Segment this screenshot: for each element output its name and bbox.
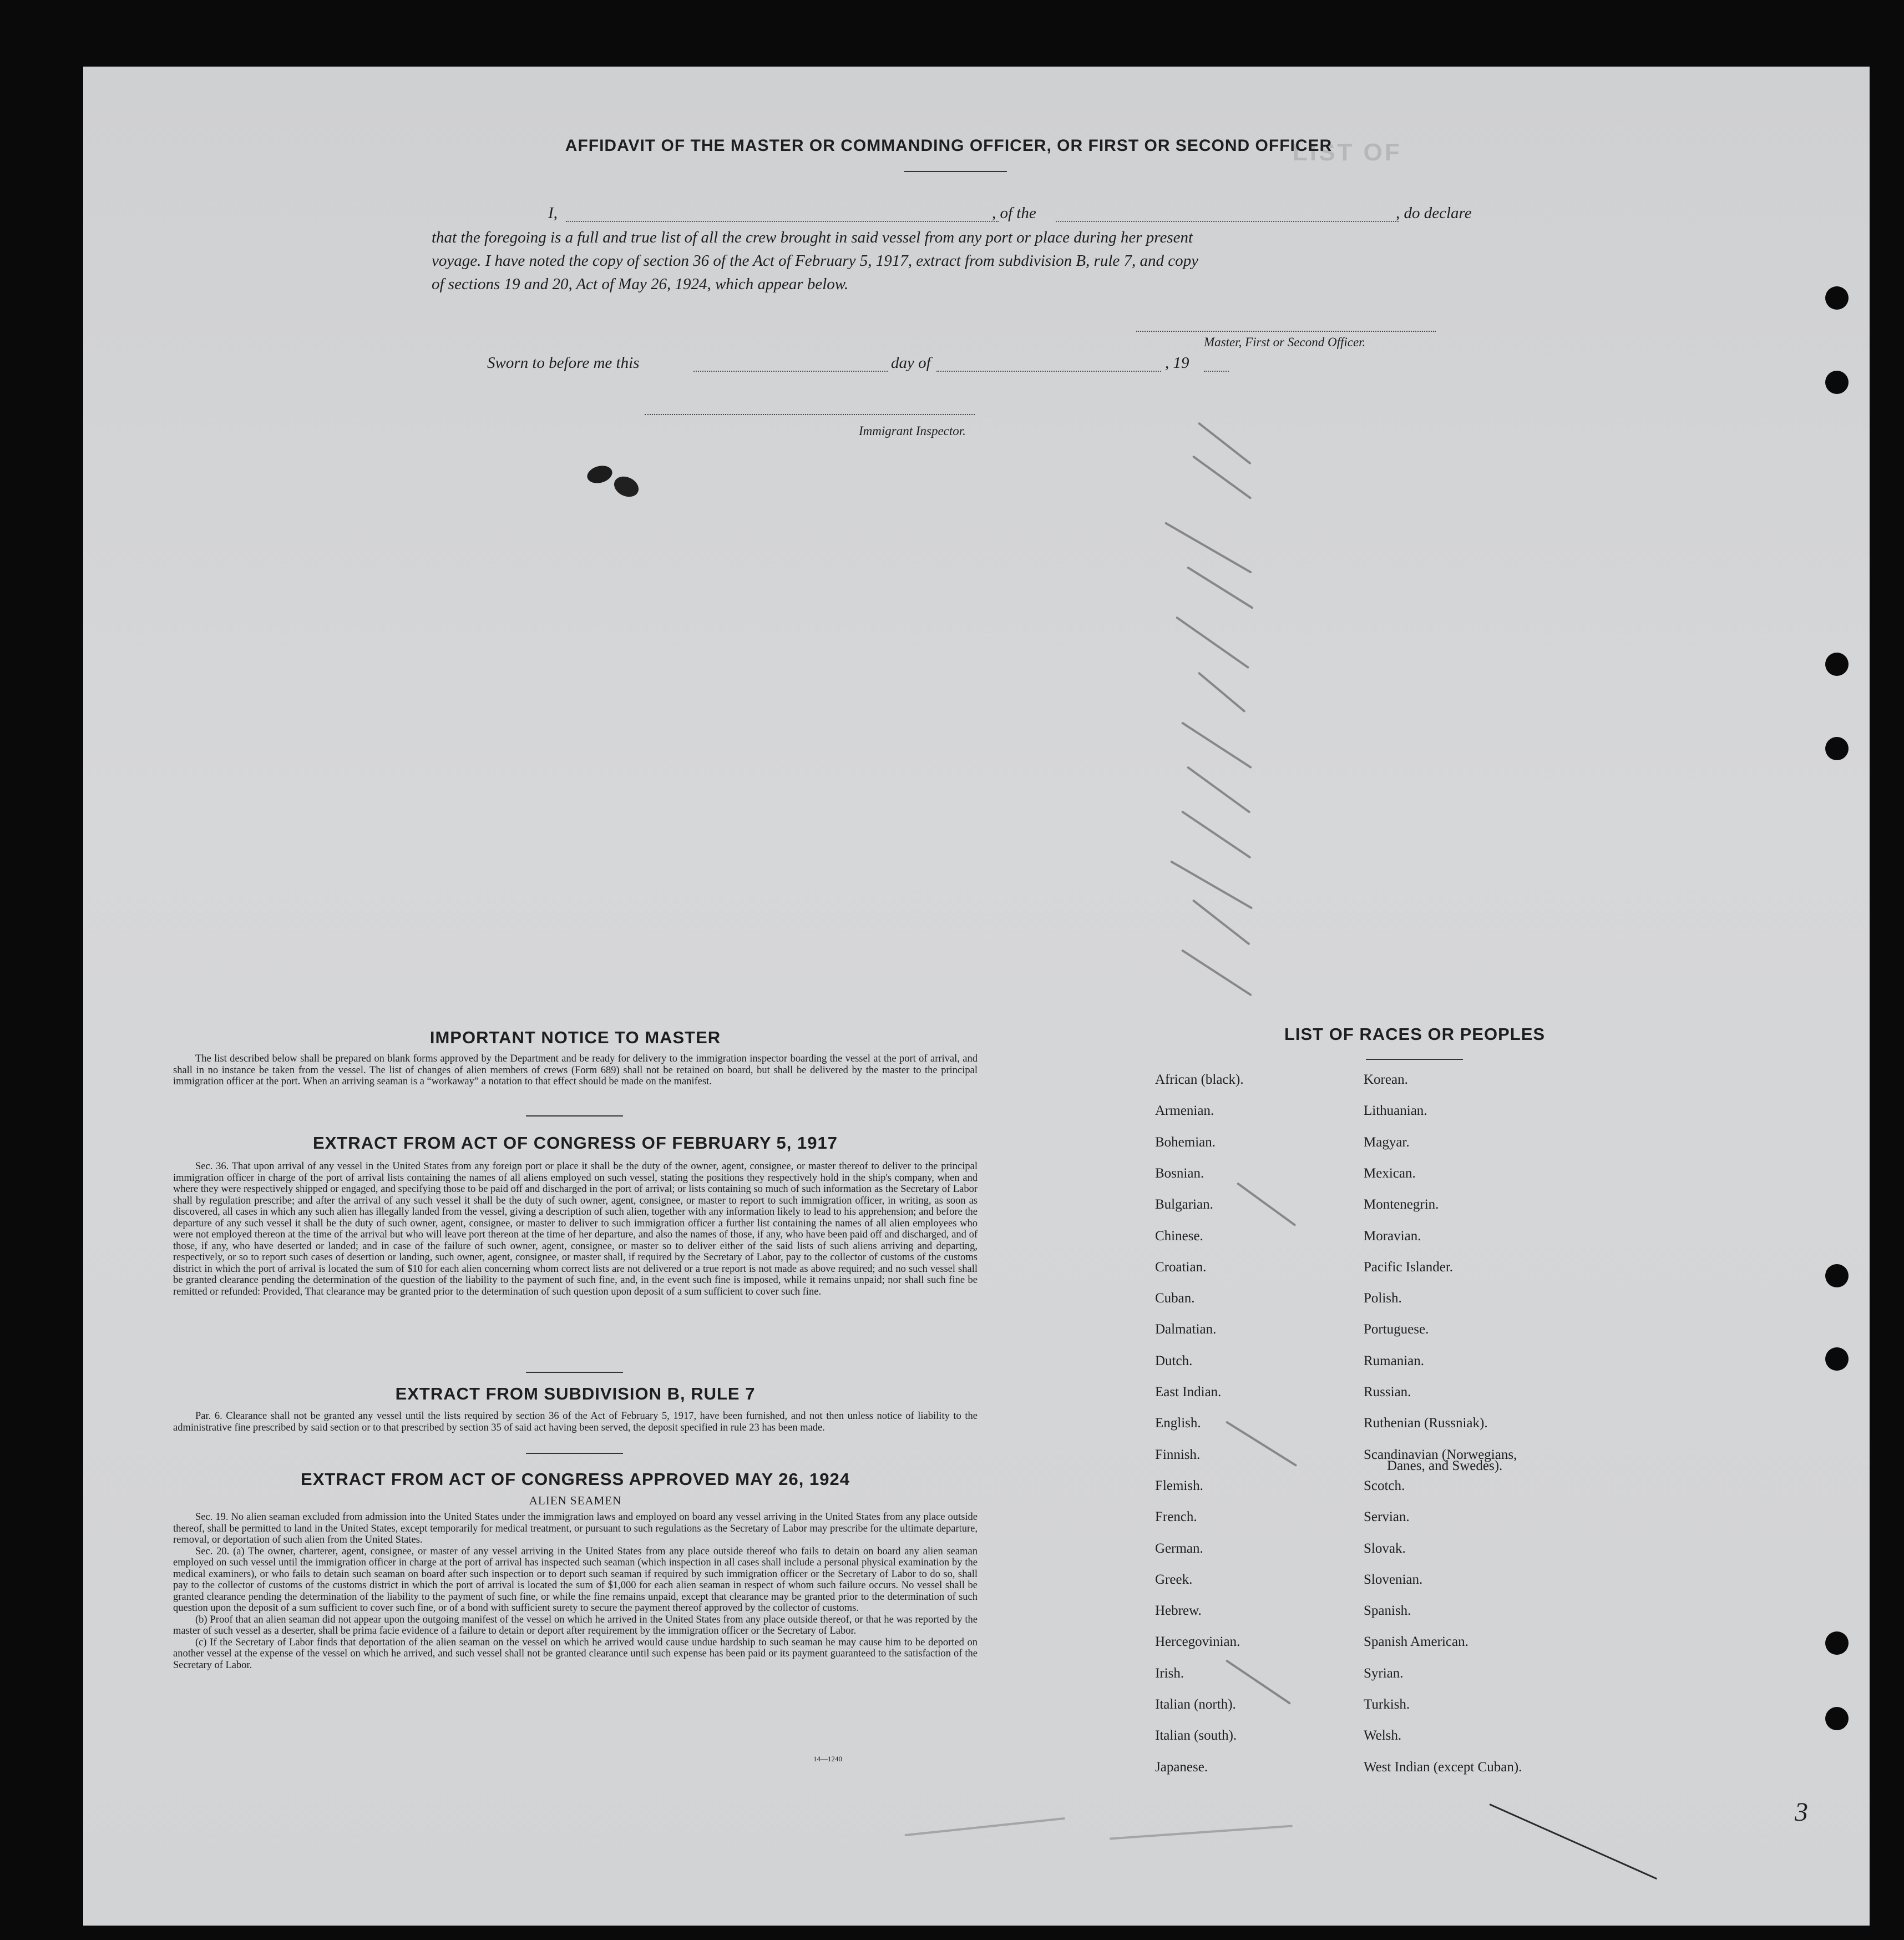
races-title-rule [1366,1059,1463,1060]
sec20a-paragraph: Sec. 20. (a) The owner, charterer, agent, consignee, or master of any vessel arriving in the United States from any place outside thereof who fails to detain on board any alien seaman employed on such vessel until the immigration officer in charge at the port of arrival has inspected such seaman (which inspection in all cases shall include a personal physical examination by the medical examiners), or who fails to detain such seaman on board after such inspection or to deport such seaman if required by such immigration officer or the Secretary of Labor to do so, shall pay to the collector of customs of the customs district in which the port of arrival is located the sum of $1,000 for each alien seaman in respect of whom such failure occurs. No vessel shall be granted clearance pending the determination of the liability to the payment of such fine, or while the fine remains unpaid, except that clearance may be granted prior to the determination of such question upon the deposit of a sum sufficient to cover such fine, or of a bond with sufficient surety to secure the payment thereof approved by the collector of customs. [173,1545,978,1614]
race-item: Croatian. [1155,1259,1207,1275]
race-item: Armenian. [1155,1103,1214,1119]
sworn-day-of: day of [891,354,931,372]
race-item: Slovenian. [1364,1572,1423,1587]
sworn-day-field[interactable] [693,371,888,372]
race-item: Russian. [1364,1385,1411,1400]
master-signature-label: Master, First or Second Officer. [1204,335,1366,349]
race-item: Dalmatian. [1155,1322,1217,1337]
race-item: Magyar. [1364,1134,1410,1150]
declarant-name-field[interactable] [566,221,999,222]
extract-rule7-title: EXTRACT FROM SUBDIVISION B, RULE 7 [395,1384,756,1403]
race-item: Cuban. [1155,1291,1195,1306]
pencil-mark [1164,522,1252,573]
race-item: German. [1155,1540,1203,1556]
form-number: 14—1240 [813,1755,842,1763]
notice-title: IMPORTANT NOTICE TO MASTER [429,1028,721,1047]
race-item: Italian (south). [1155,1728,1237,1744]
race-item: Hercegovinian. [1155,1634,1240,1650]
inspector-signature-line[interactable] [645,414,975,415]
notice-rule [526,1115,623,1116]
race-item: Pacific Islander. [1364,1259,1454,1275]
pencil-mark [1176,616,1249,669]
extract-1917-rule [526,1372,623,1373]
race-item: Scandinavian (Norwegians, [1364,1447,1517,1462]
race-item: Mexican. [1364,1165,1416,1181]
race-item: Slovak. [1364,1540,1406,1556]
pencil-mark [1170,860,1253,909]
race-item: Korean. [1364,1072,1408,1087]
sworn-year-label: , 19 [1165,354,1189,372]
sworn-text: Sworn to before me this [487,354,640,372]
affidavit-line4: of sections 19 and 20, Act of May 26, 1924, which appear below. [432,275,849,293]
races-title: LIST OF RACES OR PEOPLES [1284,1024,1546,1044]
race-item: Bosnian. [1155,1165,1204,1181]
race-item: Greek. [1155,1572,1193,1587]
race-item: Bohemian. [1155,1134,1216,1150]
punch-hole [1825,1707,1849,1730]
extract-1924-text [173,1512,978,1671]
race-item: Montenegrin. [1364,1197,1439,1212]
handwritten-scribble [1110,1825,1292,1840]
ink-blot [585,463,614,486]
race-item: Lithuanian. [1364,1103,1427,1119]
pencil-mark [1181,721,1252,769]
race-item: Italian (north). [1155,1697,1236,1712]
affidavit-line1 [432,204,1475,224]
race-item: African (black). [1155,1072,1244,1087]
pencil-mark [1198,422,1252,464]
affidavit-title: AFFIDAVIT OF THE MASTER OR COMMANDING OFFICER, OR FIRST OR SECOND OFFICER [565,137,1333,155]
punch-hole [1825,286,1849,310]
sec19-paragraph: Sec. 19. No alien seaman excluded from admission into the United States under the immigration laws and employed on board any vessel arriving in the United States from any place outside thereof, shall be permitted to land in the United States, except temporarily for medical treatment, or pursuant to such regulations as the Secretary of Labor may prescribe for the ultimate departure, removal, or deportation of such alien from the United States. [173,1512,978,1545]
pencil-mark [1187,766,1251,814]
race-item: Polish. [1364,1291,1402,1306]
extract-1917-text [173,1161,978,1297]
affidavit-declare: , do declare [1396,204,1472,222]
pencil-mark [1187,566,1254,609]
sworn-year-field[interactable] [1204,371,1229,372]
par6-paragraph: Par. 6. Clearance shall not be granted any vessel until the lists required by section 36 of the Act of February 5, 1917, have been furnished, and not then unless notice of liability to the administrative fine prescribed by said section or to that prescribed by section 35 of said act having been served, the deposit specified in rule 23 has been made. [173,1411,978,1433]
race-item: Servian. [1364,1509,1410,1525]
race-item: Japanese. [1155,1759,1208,1775]
pencil-mark [1198,671,1246,713]
race-item: Scotch. [1364,1478,1405,1493]
master-signature-line[interactable] [1136,331,1436,332]
sec20b-paragraph: (b) Proof that an alien seaman did not appear upon the outgoing manifest of the vessel on which he arrived in the United States from any place outside thereof, or that he was reported by the master of such vessel as a deserter, shall be prima facie evidence of a failure to detain or deport after requirement by the immigration officer or the Secretary of Labor. [173,1614,978,1636]
pencil-mark [1226,1421,1297,1467]
handwritten-scribble [905,1817,1065,1836]
affidavit-i: I, [548,204,558,222]
punch-hole [1825,737,1849,760]
extract-1917-title: EXTRACT FROM ACT OF CONGRESS OF FEBRUARY 5, 1917 [313,1133,838,1153]
pencil-mark [1237,1182,1297,1226]
race-item: Dutch. [1155,1353,1193,1368]
race-item: Flemish. [1155,1478,1203,1493]
punch-hole [1825,1631,1849,1655]
extract-1924-subtitle: ALIEN SEAMEN [529,1494,622,1507]
notice-text [173,1053,978,1088]
race-item: Chinese. [1155,1228,1203,1244]
pencil-mark [1192,455,1252,499]
race-item: Portuguese. [1364,1322,1429,1337]
race-item: Ruthenian (Russniak). [1364,1416,1488,1431]
race-item: Moravian. [1364,1228,1421,1244]
race-item: English. [1155,1416,1201,1431]
race-item: Syrian. [1364,1665,1404,1681]
extract-1924-title: EXTRACT FROM ACT OF CONGRESS APPROVED MAY 26, 1924 [301,1469,850,1489]
affidavit-line2: that the foregoing is a full and true list of all the crew brought in said vessel from any port or place during her present [432,229,1193,246]
race-item: French. [1155,1509,1197,1525]
bleed-through-heading: LIST OF [1293,139,1402,166]
notice-paragraph: The list described below shall be prepared on blank forms approved by the Department and be ready for delivery to the immigration inspector boarding the vessel at the port of arrival, and shall in no instance be taken from the vessel. The list of changes of alien members of crews (Form 689) shall not be retained on board, but shall be delivered by the master to the principal immigration officer at the port. When an arriving seaman is a “workaway” a notation to that effect should be made on the manifest. [173,1053,978,1087]
inspector-signature-label: Immigrant Inspector. [859,424,966,438]
punch-hole [1825,1347,1849,1371]
race-item: West Indian (except Cuban). [1364,1759,1522,1775]
margin-check-mark [1489,1803,1657,1880]
race-item: Rumanian. [1364,1353,1425,1368]
race-item: Spanish. [1364,1603,1411,1619]
sworn-line [487,354,1319,374]
sec36-paragraph: Sec. 36. That upon arrival of any vessel in the United States from any foreign port or place it shall be the duty of the owner, agent, consignee, or master thereof to deliver to the principal immigration officer in charge of the port of arrival lists containing the names of all aliens employed on such vessel, stating the positions they respectively hold in the ship's company, when and where they were respectively shipped or engaged, and specifying those to be paid off and discharged in the port of arrival; or lists containing so much of such information as the Secretary of Labor shall by regulation prescribe; and after the arrival of any such vessel it shall be the duty of such owner, agent, consignee, or master to report to such immigration officer, in writing, as soon as discovered, all cases in which any such alien has illegally landed from the vessel, giving a description of such alien, together with any information likely to lead to his apprehension; and before the departure of any such vessel it shall be the duty of such owner, agent, consignee, or master to deliver to such immigration officer a further list containing the names of all alien employees who were not employed thereon at the time of the arrival but who will leave port thereon at the time of her departure, and also the names of those, if any, who have been paid off and discharged, and of those, if any, who have deserted or landed; and in case of the failure of such owner, agent, consignee, or master so to deliver either of the said lists of such aliens arriving and departing, respectively, or so to report such cases of desertion or landing, such owner, agent, consignee, or master shall, if required by the Secretary of Labor, pay to the collector of customs of the customs district in which the port of arrival is located the sum of $10 for each alien concerning whom correct lists are not delivered or a true report is not made as above required; and no such vessel shall be granted clearance pending the determination of the question of the liability to the payment of such fine, and, in the event such fine is imposed, while it remains unpaid; nor shall such fine be remitted or refunded: Provided, That clearance may be granted prior to the determination of such question upon deposit of a sum sufficient to cover such fine. [173,1161,978,1297]
race-item: East Indian. [1155,1385,1222,1400]
margin-note: 3 [1795,1797,1808,1827]
race-item: Spanish American. [1364,1634,1468,1650]
pencil-mark [1192,899,1250,945]
extract-rule7-text [173,1411,978,1433]
sec20c-paragraph: (c) If the Secretary of Labor finds that deportation of the alien seaman on the vessel on which he arrived would cause undue hardship to such seaman he may cause him to be deported on another vessel at the expense of the vessel on which he arrived, and such vessel shall not be granted clearance until such expense has been paid or its payment guaranteed to the satisfaction of the Secretary of Labor. [173,1636,978,1671]
race-item: Bulgarian. [1155,1197,1213,1212]
form-page [83,67,1870,1926]
extract-rule7-rule [526,1453,623,1454]
affidavit-of-the: , of the [992,204,1036,222]
pencil-mark [1181,949,1252,996]
race-item: Welsh. [1364,1728,1402,1744]
sworn-month-field[interactable] [936,371,1161,372]
affidavit-line3: voyage. I have noted the copy of section 36 of the Act of February 5, 1917, extract from subdivision B, rule 7, and copy [432,252,1199,270]
race-item: Irish. [1155,1665,1184,1681]
punch-hole [1825,371,1849,394]
race-right-continuation: Danes, and Swedes). [1387,1458,1503,1473]
ink-blot-2 [611,473,642,501]
punch-hole [1825,653,1849,676]
punch-hole [1825,1264,1849,1287]
vessel-name-field[interactable] [1056,221,1399,222]
race-item: Finnish. [1155,1447,1201,1462]
pencil-mark [1181,810,1252,858]
race-item: Hebrew. [1155,1603,1202,1619]
race-item: Turkish. [1364,1697,1410,1712]
affidavit-title-rule [904,171,1007,172]
